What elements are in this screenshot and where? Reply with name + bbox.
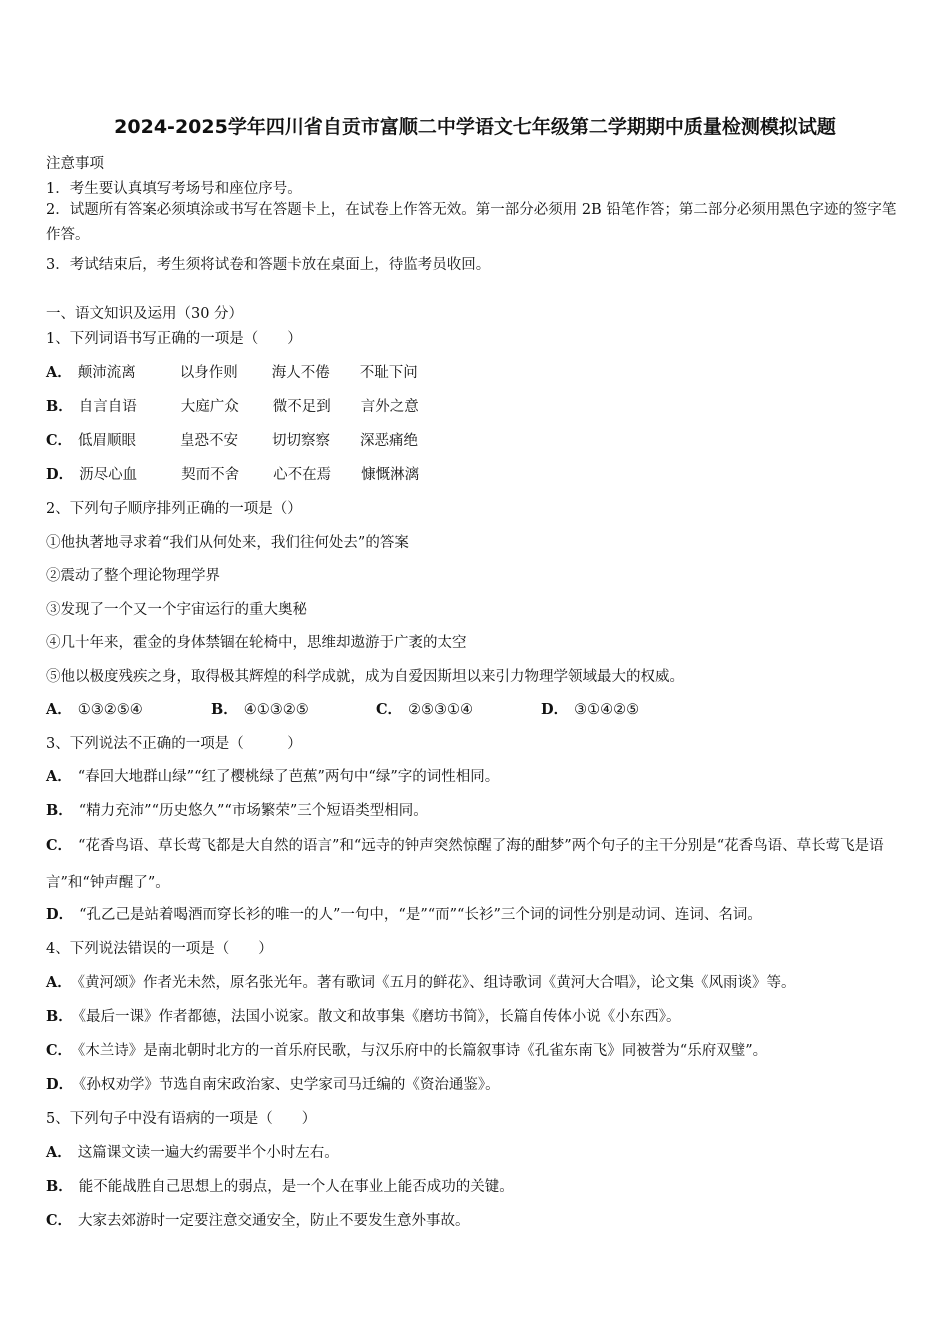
q2-sentence-5: ⑤他以极度残疾之身，取得极其辉煌的科学成就，成为自爱因斯坦以来引力物理学领域最大的权威。 (46, 669, 684, 685)
q1-option-c (46, 429, 440, 450)
notice-item-2: 2．试题所有答案必须填涂或书写在答题卡上，在试卷上作答无效。第一部分必须用 2B 铅笔作答；第二部分必须用黑色字迹的签字笔作答。 (46, 202, 897, 243)
option-text: “精力充沛”“历史悠久”“市场繁荣”三个短语类型相同。 (78, 803, 428, 819)
q3-option-c (46, 827, 908, 902)
option-label: D． (46, 466, 74, 483)
option-text: 能不能战胜自己思想上的弱点，是一个人在事业上能否成功的关键。 (78, 1179, 514, 1195)
option-text: 《最后一课》作者都德，法国小说家。散文和故事集《磨坊书简》，长篇自传体小说《小东西》。 (78, 1009, 681, 1025)
q2-stem: 2、下列句子顺序排列正确的一项是（） (46, 501, 302, 517)
option-word: 言外之意 (360, 399, 419, 415)
option-label: D． (541, 701, 569, 718)
q2-options (46, 698, 706, 719)
q1-stem: 1、下列词语书写正确的一项是（ ） (46, 331, 302, 347)
option-label: A． (46, 768, 72, 785)
option-text: “孔乙己是站着喝酒而穿长衫的唯一的人”一句中，“是”“而”“长衫”三个词的词性分别是动词、连词、名词。 (79, 907, 762, 923)
option-word: 微不足到 (272, 399, 331, 415)
option-label: D． (46, 1076, 74, 1093)
q3-option-a (46, 765, 499, 786)
q4-option-c (46, 1039, 767, 1060)
q5-option-b (46, 1175, 514, 1196)
q5-option-a (46, 1141, 339, 1162)
option-text: ②⑤③①④ (408, 702, 474, 718)
option-word: 契而不舍 (181, 467, 240, 483)
option-label: A． (46, 701, 72, 718)
option-word: 切切察察 (272, 433, 331, 449)
q2-option-c (376, 698, 541, 719)
q2-sentence-4: ④几十年来，霍金的身体禁锢在轮椅中，思维却遨游于广袤的太空 (46, 635, 467, 651)
q3-stem: 3、下列说法不正确的一项是（ ） (46, 736, 302, 752)
option-text: 《木兰诗》是南北朝时北方的一首乐府民歌，与汉乐府中的长篇叙事诗《孔雀东南飞》同被誉为“乐府双璧”。 (78, 1043, 768, 1059)
q3-option-b (46, 799, 428, 820)
option-text: 大家去郊游时一定要注意交通安全，防止不要发生意外事故。 (78, 1213, 470, 1229)
q5-option-c (46, 1209, 470, 1230)
q3-option-d (46, 903, 762, 924)
option-label: C． (46, 837, 73, 854)
option-text: 这篇课文读一遍大约需要半个小时左右。 (77, 1145, 339, 1161)
option-word: 低眉顺眼 (78, 433, 137, 449)
option-text: 《黄河颂》作者光未然，原名张光年。著有歌词《五月的鲜花》、组诗歌词《黄河大合唱》，论文集《风雨谈》等。 (77, 975, 796, 991)
option-word: 沥尽心血 (79, 467, 138, 483)
option-label: A． (46, 1144, 72, 1161)
option-word: 海人不倦 (271, 365, 330, 381)
option-label: B． (46, 802, 73, 819)
option-label: C． (46, 432, 73, 449)
option-text: ①③②⑤④ (77, 702, 143, 718)
option-label: B． (46, 1178, 73, 1195)
option-word: 自言自语 (78, 399, 137, 415)
q4-option-a (46, 971, 796, 992)
page-title: 2024-2025学年四川省自贡市富顺二中学语文七年级第二学期期中质量检测模拟试题 (114, 116, 836, 138)
q1-option-b (46, 395, 441, 416)
option-word: 心不在焉 (273, 467, 332, 483)
option-text: ④①③②⑤ (243, 702, 309, 718)
q2-sentence-1: ①他执著地寻求着“我们从何处来，我们往何处去”的答案 (46, 535, 409, 551)
option-text: ③①④②⑤ (574, 702, 640, 718)
q4-option-d (46, 1073, 500, 1094)
option-label: B． (46, 1008, 73, 1025)
notice-heading: 注意事项 (46, 156, 104, 172)
q4-stem: 4、下列说法错误的一项是（ ） (46, 941, 273, 957)
option-label: C． (376, 701, 403, 718)
option-text: “花香鸟语、草长莺飞都是大自然的语言”和“远寺的钟声突然惊醒了海的酣梦”两个句子的主干分别是“花香鸟语、草长莺飞是语言”和“钟声醒了”。 (46, 838, 884, 891)
q1-option-a (46, 361, 440, 382)
option-label: B． (211, 701, 238, 718)
option-label: C． (46, 1042, 73, 1059)
notice-item-3: 3．考试结束后，考生须将试卷和答题卡放在桌面上，待监考员收回。 (46, 257, 491, 273)
option-word: 颠沛流离 (77, 365, 136, 381)
q5-stem: 5、下列句子中没有语病的一项是（ ） (46, 1111, 317, 1127)
option-text: 《孙权劝学》节选自南宋政治家、史学家司马迁编的《资治通鉴》。 (79, 1077, 500, 1093)
option-label: D． (46, 906, 74, 923)
option-word: 慷慨淋漓 (361, 467, 420, 483)
option-label: C． (46, 1212, 73, 1229)
option-word: 深恶痛绝 (360, 433, 419, 449)
option-word: 大庭广众 (180, 399, 239, 415)
option-word: 以身作则 (179, 365, 238, 381)
option-word: 不耻下问 (359, 365, 418, 381)
section-heading: 一、语文知识及运用（30 分） (46, 306, 244, 322)
q4-option-b (46, 1005, 681, 1026)
notice-item-1: 1．考生要认真填写考场号和座位序号。 (46, 181, 302, 197)
option-word: 皇恐不安 (180, 433, 239, 449)
option-label: A． (46, 364, 72, 381)
q2-option-d (541, 698, 706, 719)
q1-option-d (46, 463, 441, 484)
q2-sentence-3: ③发现了一个又一个宇宙运行的重大奥秘 (46, 602, 307, 618)
option-text: “春回大地群山绿”“红了樱桃绿了芭蕉”两句中“绿”字的词性相同。 (77, 769, 500, 785)
option-label: B． (46, 398, 73, 415)
q2-sentence-2: ②震动了整个理论物理学界 (46, 568, 220, 584)
option-label: A． (46, 974, 72, 991)
q2-option-a (46, 698, 211, 719)
q2-option-b (211, 698, 376, 719)
